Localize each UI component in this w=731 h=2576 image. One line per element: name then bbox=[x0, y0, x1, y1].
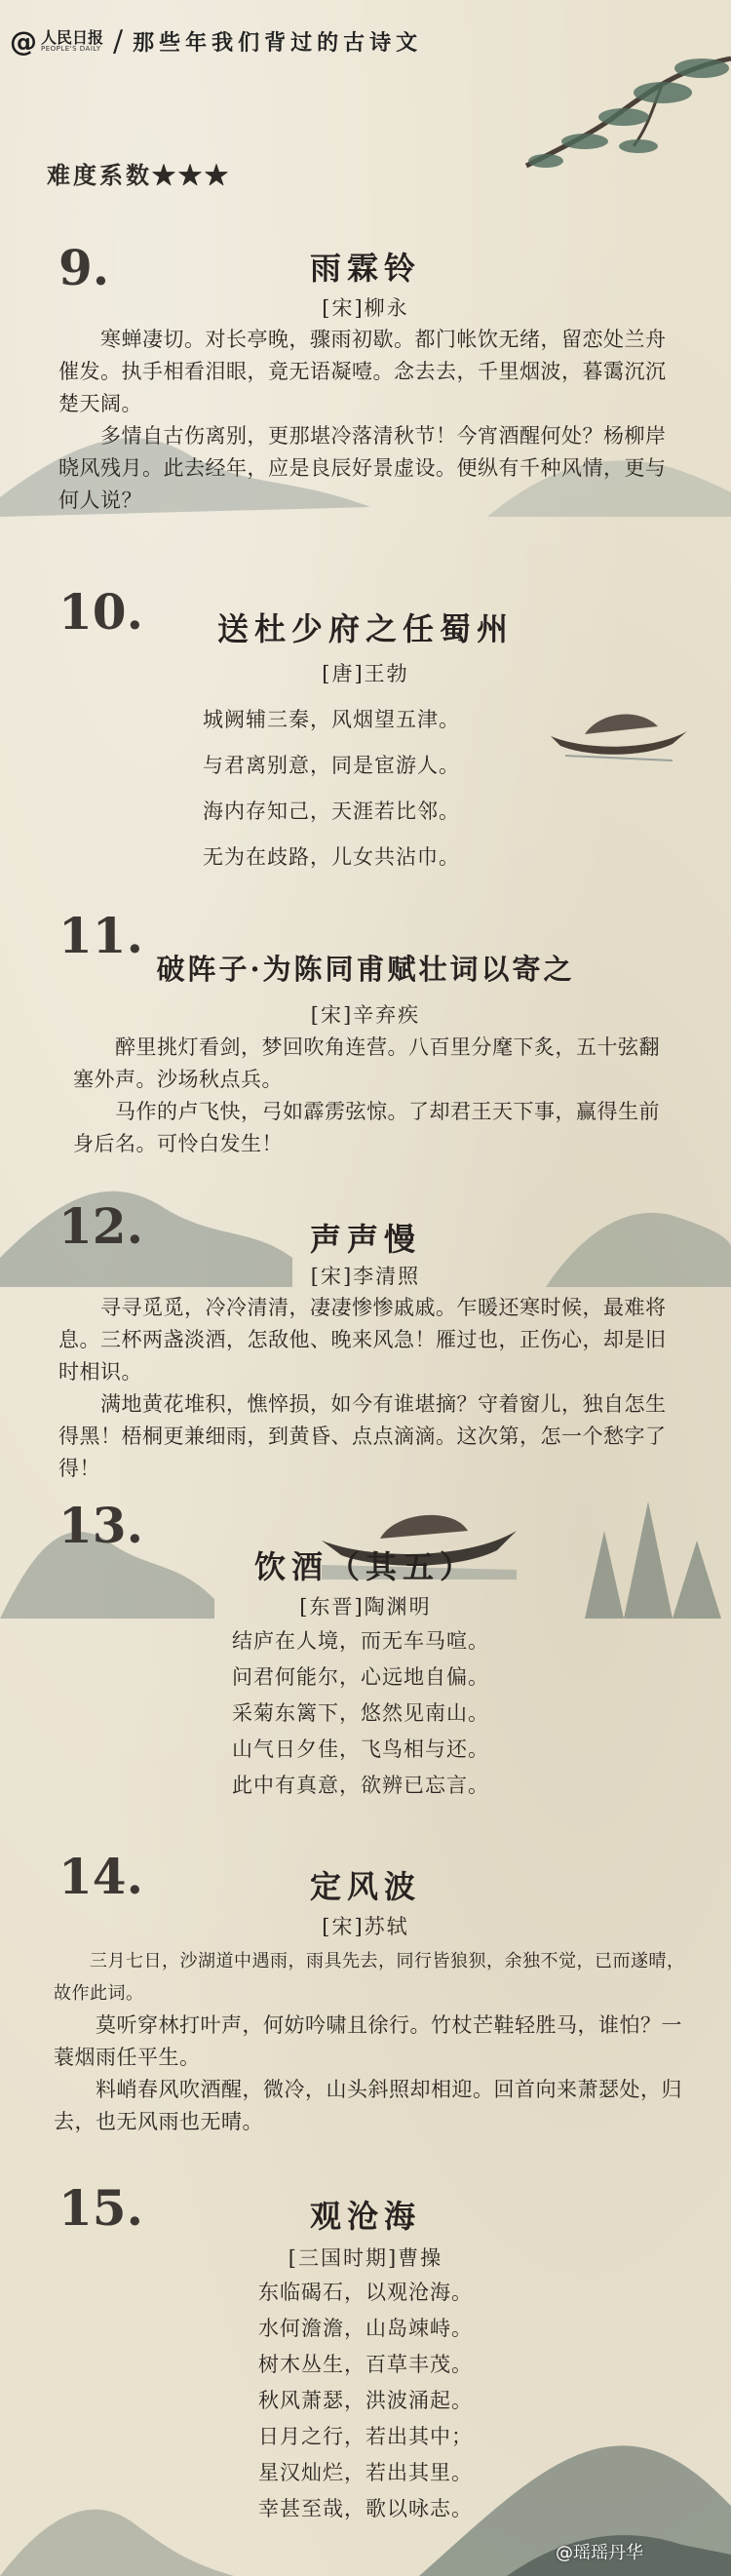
logo-subtitle: PEOPLE'S DAILY bbox=[41, 44, 101, 53]
poem-number: 15. bbox=[58, 2179, 143, 2237]
poem-line: 问君何能尔，心远地自偏。 bbox=[232, 1665, 489, 1689]
poem-title: 定风波 bbox=[309, 1868, 421, 1905]
poem-line: 树木丛生，百草丰茂。 bbox=[258, 2353, 473, 2376]
poem-title: 观沧海 bbox=[309, 2198, 421, 2235]
poem-number: 14. bbox=[58, 1848, 143, 1905]
poem-paragraph: 寻寻觅觅，冷冷清清，凄凄惨惨戚戚。乍暖还寒时候，最难将息。三杯两盏淡酒，怎敌他、晚来风急！雁过也，正伤心，却是旧时相识。 bbox=[58, 1296, 667, 1384]
poem-body bbox=[58, 324, 682, 517]
poem-author: [三国时期]曹操 bbox=[288, 2246, 443, 2270]
watermark-credit: @瑶瑶丹华 bbox=[556, 2543, 643, 2563]
poem-preface: 三月七日，沙湖道中遇雨，雨具先去，同行皆狼狈，余独不觉，已而遂晴，故作此词。 bbox=[54, 1951, 685, 2004]
poem-title: 饮酒（其五） bbox=[253, 1548, 477, 1585]
poem-line: 幸甚至哉，歌以咏志。 bbox=[258, 2497, 473, 2520]
poem-line: 日月之行，若出其中； bbox=[258, 2425, 473, 2448]
poem-author: [宋]李清照 bbox=[310, 1265, 421, 1288]
poem-line: 无为在歧路，儿女共沾巾。 bbox=[203, 845, 460, 869]
poem-author: [宋]柳永 bbox=[322, 296, 409, 320]
poem-line: 城阙辅三秦，风烟望五津。 bbox=[203, 708, 460, 731]
poem-line: 东临碣石，以观沧海。 bbox=[258, 2281, 473, 2304]
poem-title: 声声慢 bbox=[309, 1221, 421, 1258]
poem-number: 9. bbox=[58, 239, 110, 296]
poem-body bbox=[58, 1292, 682, 1485]
poem-line: 山气日夕佳，飞鸟相与还。 bbox=[232, 1737, 489, 1761]
poem-line: 结庐在人境，而无车马喧。 bbox=[232, 1629, 489, 1653]
pine-branch-illustration bbox=[468, 39, 731, 185]
poem-number: 11. bbox=[58, 907, 143, 964]
header bbox=[10, 21, 422, 60]
poem-title: 送杜少府之任蜀州 bbox=[216, 610, 514, 647]
poem-line: 星汉灿烂，若出其里。 bbox=[258, 2461, 473, 2484]
divider: / bbox=[113, 23, 124, 59]
poem-line: 秋风萧瑟，洪波涌起。 bbox=[258, 2389, 473, 2412]
poem-body bbox=[54, 1945, 687, 2138]
poem-author: [东晋]陶渊明 bbox=[299, 1595, 432, 1619]
poem-line: 水何澹澹，山岛竦峙。 bbox=[258, 2317, 473, 2340]
poem-title: 雨霖铃 bbox=[309, 250, 421, 287]
poem-number: 12. bbox=[58, 1197, 143, 1255]
poem-lines bbox=[0, 1623, 726, 1804]
poem-line: 此中有真意，欲辨已忘言。 bbox=[232, 1774, 489, 1797]
poem-paragraph: 料峭春风吹酒醒，微冷，山头斜照却相迎。回首向来萧瑟处，归去，也无风雨也无晴。 bbox=[54, 2078, 682, 2133]
poem-body bbox=[73, 1032, 668, 1160]
poem-author: [宋]苏轼 bbox=[322, 1915, 409, 1938]
poem-title: 破阵子·为陈同甫赋壮词以寄之 bbox=[156, 953, 575, 986]
poem-author: [唐]王勃 bbox=[322, 662, 409, 685]
poem-paragraph: 满地黄花堆积，憔悴损，如今有谁堪摘？守着窗儿，独自怎生得黑！梧桐更兼细雨，到黄昏、点点滴滴。这次第，怎一个愁字了得！ bbox=[58, 1392, 667, 1480]
peoples-daily-logo bbox=[10, 25, 103, 58]
poem-lines bbox=[0, 2275, 731, 2527]
page-title: 那些年我们背过的古诗文 bbox=[133, 29, 423, 56]
poem-line: 与君离别意，同是宦游人。 bbox=[203, 754, 460, 777]
poem-line: 采菊东篱下，悠然见南山。 bbox=[232, 1701, 489, 1725]
poem-lines bbox=[0, 697, 697, 880]
poem-paragraph: 寒蝉凄切。对长亭晚，骤雨初歇。都门帐饮无绪，留恋处兰舟催发。执手相看泪眼，竟无语凝噎。念去去，千里烟波，暮霭沉沉楚天阔。 bbox=[58, 328, 667, 415]
poem-paragraph: 醉里挑灯看剑，梦回吹角连营。八百里分麾下炙，五十弦翻塞外声。沙场秋点兵。 bbox=[73, 1035, 660, 1091]
poem-number: 10. bbox=[58, 583, 143, 641]
poem-paragraph: 莫听穿林打叶声，何妨吟啸且徐行。竹杖芒鞋轻胜马，谁怕？一蓑烟雨任平生。 bbox=[54, 2013, 682, 2069]
poem-number: 13. bbox=[58, 1497, 143, 1554]
poem-line: 海内存知己，天涯若比邻。 bbox=[203, 800, 460, 823]
logo-mark: @ bbox=[10, 24, 37, 58]
difficulty-rating: 难度系数★★★ bbox=[47, 161, 231, 189]
poem-author: [宋]辛弃疾 bbox=[310, 1003, 421, 1027]
logo-name: 人民日报 bbox=[41, 27, 104, 47]
poem-paragraph: 马作的卢飞快，弓如霹雳弦惊。了却君王天下事，赢得生前身后名。可怜白发生！ bbox=[73, 1100, 660, 1155]
poem-paragraph: 多情自古伤离别，更那堪冷落清秋节！今宵酒醒何处？杨柳岸晓风残月。此去经年，应是良辰好景虚设。便纵有千种风情，更与何人说？ bbox=[58, 424, 667, 512]
